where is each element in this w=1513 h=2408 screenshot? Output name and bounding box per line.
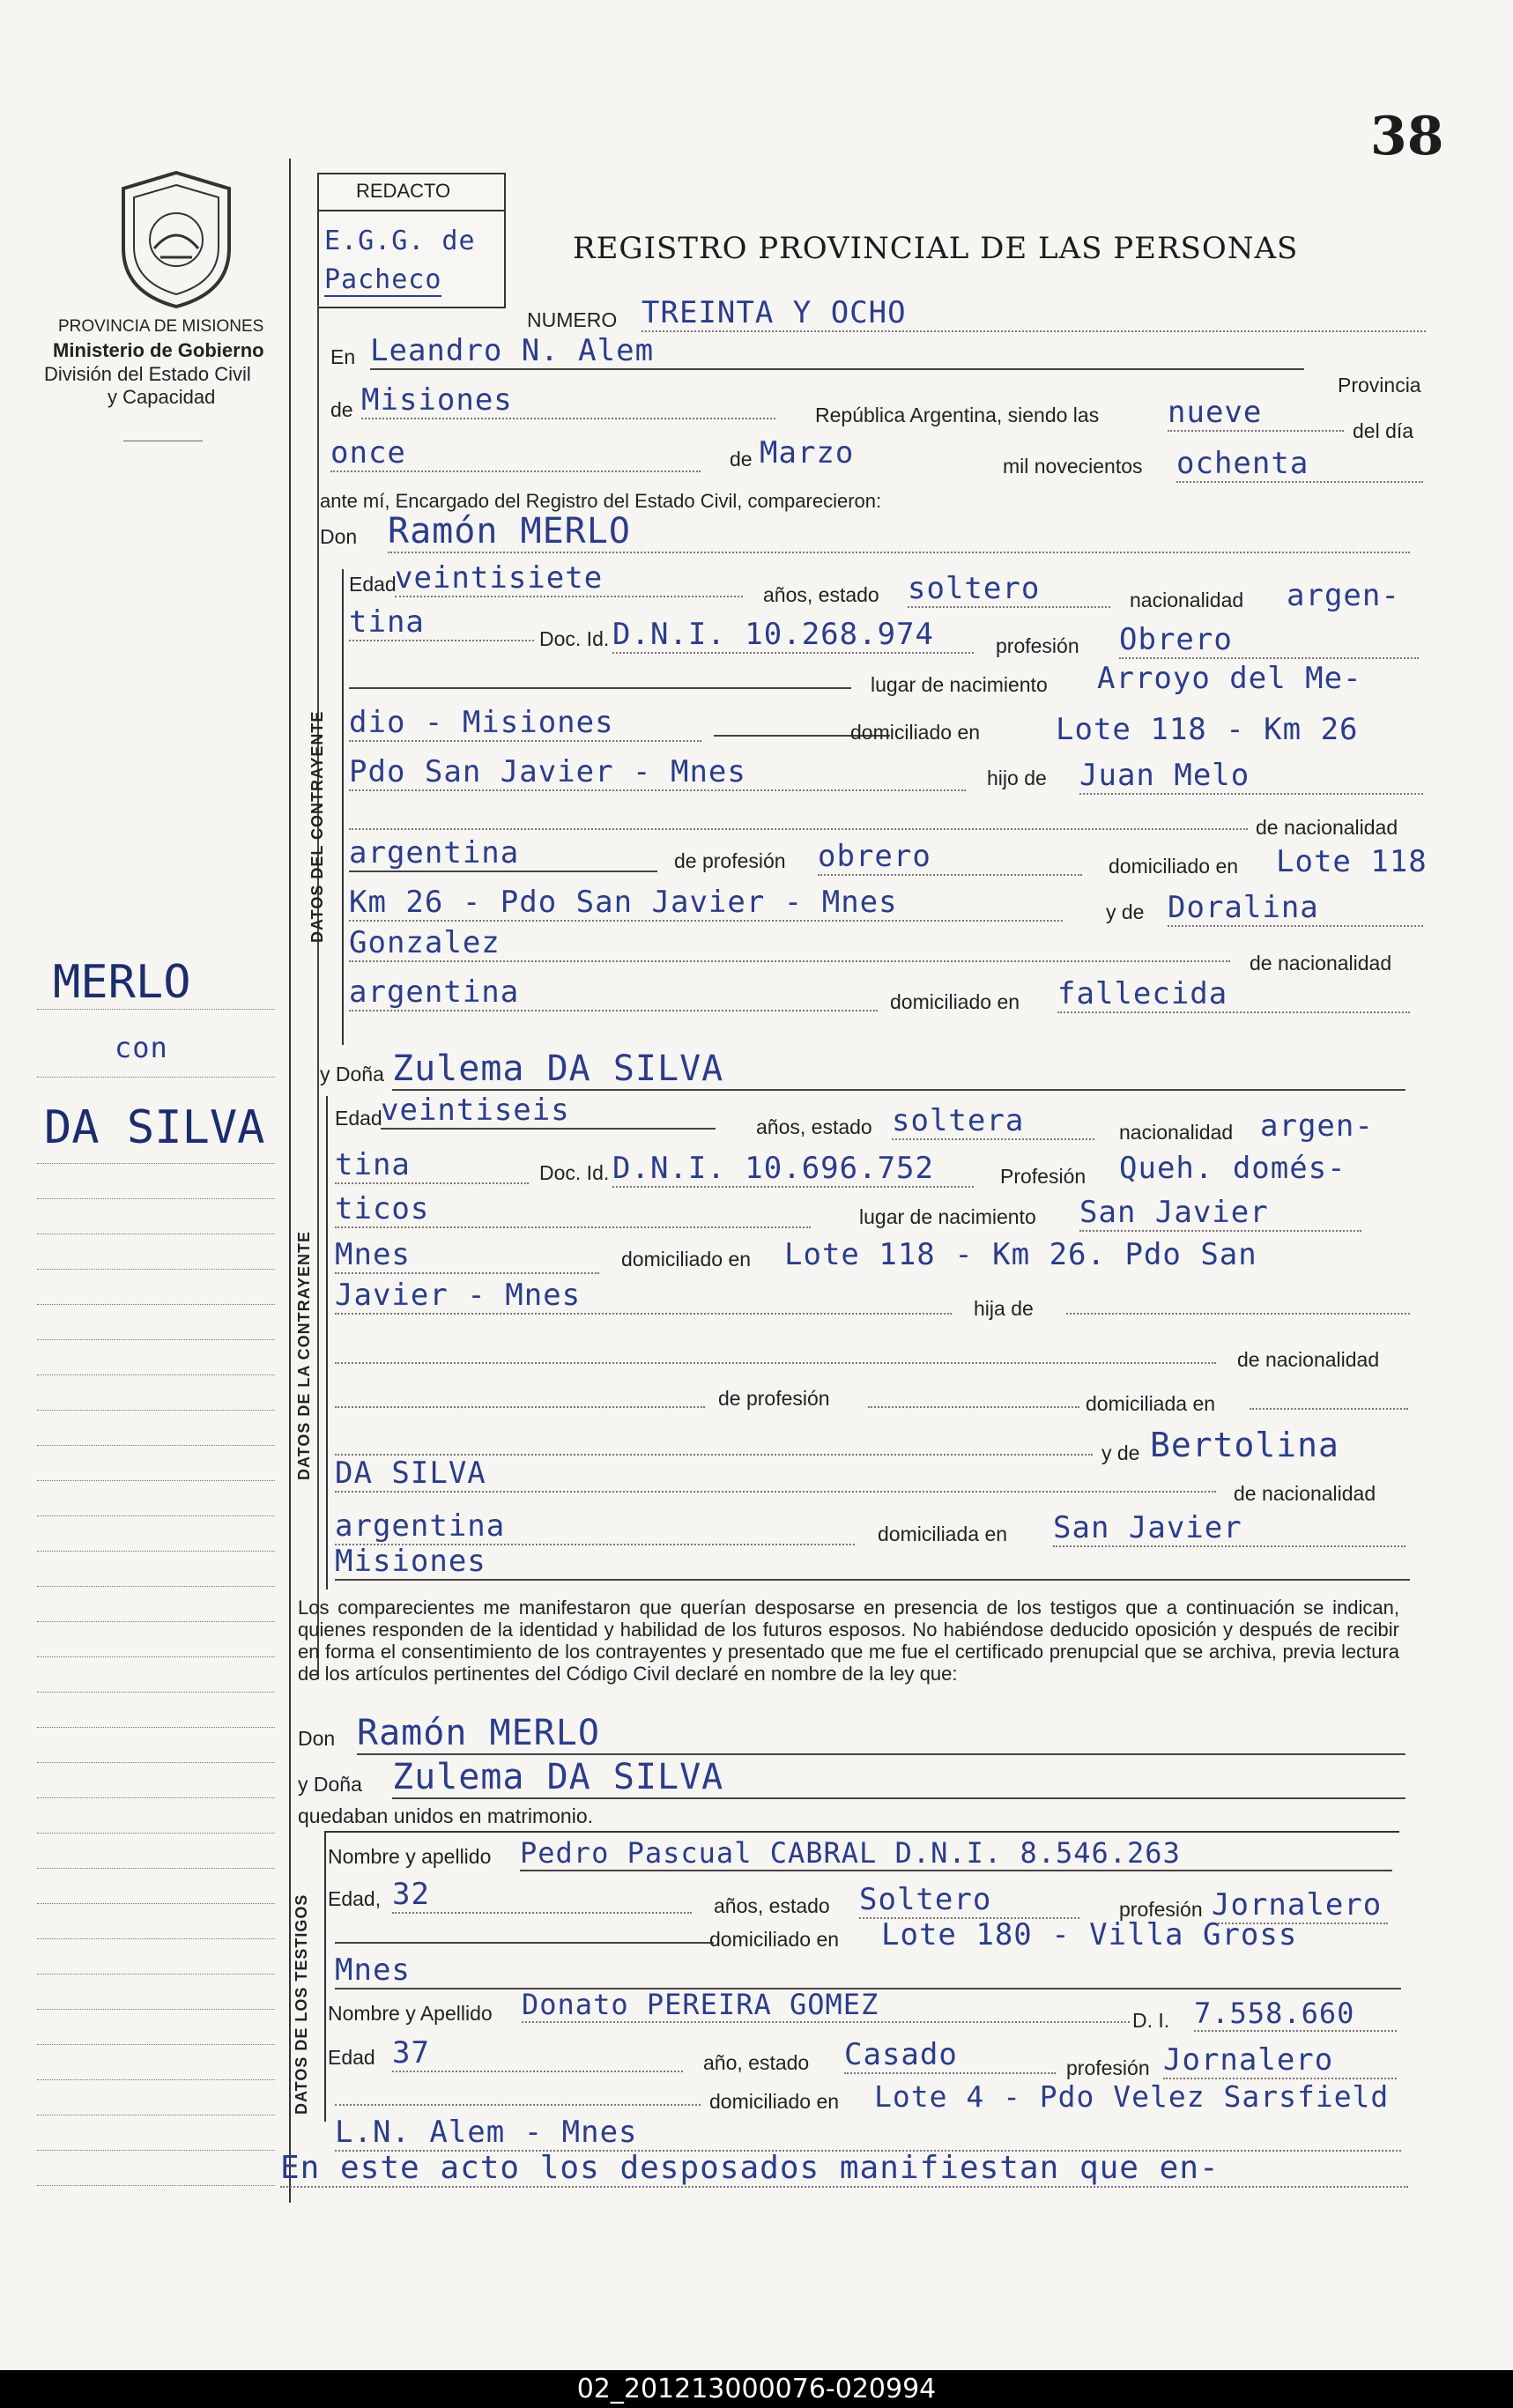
- document-title: REGISTRO PROVINCIAL DE LAS PERSONAS: [573, 231, 1299, 266]
- de-mes-label: de: [730, 448, 753, 470]
- nacionalidad-value-a: argen-: [1287, 578, 1400, 613]
- footer-code: 02_201213000076-020994: [576, 2374, 937, 2404]
- final-don-label: Don: [298, 1727, 336, 1750]
- t2-edad-value: 37: [392, 2035, 683, 2072]
- contrayente-border: [342, 569, 344, 1045]
- doc-label-2: Doc. Id.: [539, 1161, 610, 1184]
- madre-value-2b: DA SILVA: [335, 1456, 1216, 1493]
- doc-label: Doc. Id.: [539, 627, 610, 650]
- madre-dom-value-2b: Misiones: [335, 1544, 1410, 1581]
- ante-label: ante mí, Encargado del Registro del Estado Civil, comparecieron:: [320, 490, 882, 512]
- t1-nombre-label: Nombre y apellido: [328, 1845, 492, 1868]
- dona-label: y Doña: [320, 1063, 384, 1085]
- footer-bar: [0, 2370, 1513, 2408]
- numero-value: TREINTA Y OCHO: [642, 295, 1426, 332]
- de-label: de: [330, 398, 353, 421]
- final-dona-value: Zulema DA SILVA: [392, 1757, 1405, 1799]
- don-label: Don: [320, 525, 358, 548]
- redacto-line2: Pacheco: [324, 264, 442, 295]
- t1-prof-label: profesión: [1119, 1898, 1203, 1921]
- republica-label: República Argentina, siendo las: [815, 404, 1100, 426]
- padre-nac-label: de nacionalidad: [1256, 816, 1398, 839]
- closing-line: En este acto los desposados manifiestan que en-: [280, 2150, 1408, 2188]
- padre-prof-label-2: de profesión: [718, 1387, 830, 1410]
- dia-value: once: [330, 435, 701, 472]
- contrayenta-border: [326, 1096, 328, 1589]
- madre-dom-value-2a: San Javier: [1053, 1510, 1405, 1547]
- y-de-label: y de: [1106, 900, 1145, 923]
- testigos-section-label: DATOS DE LOS TESTIGOS: [293, 1893, 310, 2115]
- en-value: Leandro N. Alem: [370, 333, 1304, 370]
- lugar-label: lugar de nacimiento: [871, 673, 1048, 696]
- final-dona-label: y Doña: [298, 1773, 362, 1796]
- lugar-value-b: dio - Misiones: [349, 705, 701, 742]
- madre-nac-value: argentina: [349, 974, 878, 1011]
- margin-surname-bride: DA SILVA: [44, 1101, 265, 1154]
- profesion-value-2a: Queh. domés-: [1119, 1151, 1346, 1186]
- t2-dom-value-b: L.N. Alem - Mnes: [335, 2115, 1401, 2152]
- profesion-value: Obrero: [1119, 622, 1419, 659]
- hijo-label: hijo de: [987, 767, 1047, 789]
- lugar-label-2: lugar de nacimiento: [859, 1205, 1036, 1228]
- header-province: PROVINCIA DE MISIONES: [58, 317, 264, 336]
- padre-dom-label: domiciliado en: [1109, 855, 1239, 878]
- domicilio-label-2: domiciliado en: [621, 1248, 752, 1271]
- edad-label: Edad: [349, 573, 397, 596]
- en-label: En: [330, 345, 356, 368]
- edad-value: veintisiete: [395, 560, 743, 597]
- lugar-value-a: Arroyo del Me-: [1097, 661, 1362, 696]
- doc-value-2: D.N.I. 10.696.752: [612, 1151, 974, 1188]
- t2-dom-label: domiciliado en: [709, 2090, 840, 2113]
- nacionalidad-label: nacionalidad: [1130, 589, 1244, 611]
- t2-anos-label: año, estado: [703, 2051, 810, 2074]
- t2-nombre-label: Nombre y Apellido: [328, 2002, 493, 2025]
- estado-value: soltero: [908, 571, 1110, 608]
- padre-value: Juan Melo: [1079, 758, 1423, 795]
- t2-nombre-value: Donato PEREIRA GOMEZ: [522, 1988, 1130, 2023]
- padre-nac-value: argentina: [349, 835, 657, 872]
- t1-dom-value-b: Mnes: [335, 1952, 1401, 1989]
- form-left-border: [317, 305, 319, 1679]
- madre-value-a: Doralina: [1168, 890, 1423, 927]
- padre-dom-value-a: Lote 118: [1276, 844, 1428, 879]
- mil-label: mil novecientos: [1003, 455, 1143, 478]
- t1-dom-value-a: Lote 180 - Villa Gross: [881, 1917, 1298, 1952]
- y-de-label-2: y de: [1101, 1441, 1140, 1464]
- anos-label-2: años, estado: [756, 1115, 872, 1138]
- t1-estado-value: Soltero: [859, 1882, 1079, 1919]
- edad-label-2: Edad: [335, 1107, 382, 1130]
- header-capacidad: y Capacidad: [108, 386, 216, 408]
- t2-estado-value: Casado: [844, 2037, 1056, 2074]
- provincia-label: Provincia: [1338, 374, 1421, 396]
- declaration-paragraph: Los comparecientes me manifestaron que querían desposarse en presencia de los testigos que a continuación se indican, quienes responden de la identidad y habilidad de los futuros esposos. No habiéndose deducido oposición y después de recibir en forma el consentimiento de los contrayentes y presentado que me fue el certificado prenupcial que se archiva, previa lectura de los artículos pertinentes del Código Civil declaré en nombre de la ley que:: [298, 1597, 1399, 1685]
- header-division: División del Estado Civil: [44, 363, 251, 385]
- contrayente-section-label: DATOS DEL CONTRAYENTE: [308, 710, 326, 943]
- padre-nac-label-2: de nacionalidad: [1237, 1348, 1380, 1371]
- madre-nac-value-2: argentina: [335, 1508, 855, 1545]
- domicilio-value-b: Pdo San Javier - Mnes: [349, 754, 966, 791]
- madre-value-2a: Bertolina: [1150, 1426, 1339, 1464]
- t1-dom-label: domiciliado en: [709, 1928, 840, 1951]
- profesion-label: profesión: [996, 634, 1079, 657]
- anio-value: ochenta: [1176, 446, 1423, 483]
- nacionalidad-value-2a: argen-: [1260, 1108, 1374, 1144]
- redacto-line1: E.G.G. de: [324, 226, 476, 256]
- redacto-label: REDACTO: [356, 180, 451, 202]
- lugar-value-2a: San Javier: [1079, 1195, 1361, 1232]
- domicilio-value-a: Lote 118 - Km 26: [1056, 712, 1359, 747]
- t1-anos-label: años, estado: [714, 1894, 830, 1917]
- left-column-divider: [289, 159, 291, 2203]
- t1-prof-value: Jornalero: [1212, 1887, 1388, 1924]
- madre-dom-label-2: domiciliada en: [878, 1523, 1008, 1545]
- madre-value-b: Gonzalez: [349, 925, 1230, 962]
- t2-edad-label: Edad: [328, 2046, 375, 2069]
- domicilio-label: domiciliado en: [850, 721, 981, 744]
- domicilio-value-2a: Lote 118 - Km 26. Pdo San: [784, 1237, 1257, 1272]
- t2-dom-value-a: Lote 4 - Pdo Velez Sarsfield: [874, 2079, 1390, 2114]
- madre-dom-label: domiciliado en: [890, 990, 1020, 1013]
- testigos-border: [324, 1831, 326, 2122]
- hora-value: nueve: [1168, 395, 1344, 432]
- dona-value: Zulema DA SILVA: [392, 1048, 1405, 1091]
- estado-value-2: soltera: [892, 1103, 1094, 1140]
- contrayenta-section-label: DATOS DE LA CONTRAYENTE: [295, 1230, 313, 1480]
- domicilio-value-2b: Javier - Mnes: [335, 1278, 952, 1315]
- t2-doc-label: D. I.: [1132, 2009, 1170, 2032]
- numero-label: NUMERO: [527, 308, 618, 331]
- padre-dom-value-b: Km 26 - Pdo San Javier - Mnes: [349, 885, 1063, 922]
- don-value: Ramón MERLO: [388, 511, 1410, 553]
- madre-dom-value: fallecida: [1057, 976, 1410, 1013]
- redacto-box: [317, 173, 506, 308]
- t1-edad-value: 32: [392, 1877, 692, 1914]
- del-dia-label: del día: [1353, 419, 1414, 442]
- t1-edad-label: Edad,: [328, 1887, 382, 1910]
- doc-value: D.N.I. 10.268.974: [612, 617, 974, 654]
- nacionalidad-value-b: tina: [349, 604, 534, 641]
- provincial-seal: [115, 169, 238, 310]
- t2-doc-value: 7.558.660: [1194, 1997, 1397, 2032]
- padre-dom-label-2: domiciliada en: [1086, 1392, 1216, 1415]
- unidos-label: quedaban unidos en matrimonio.: [298, 1804, 594, 1827]
- header-ministry: Ministerio de Gobierno: [53, 339, 264, 361]
- padre-prof-value: obrero: [818, 839, 1082, 876]
- hija-label: hija de: [974, 1297, 1034, 1320]
- final-don-value: Ramón MERLO: [357, 1713, 1405, 1755]
- margin-con: con: [115, 1031, 168, 1064]
- lugar-value-2b: Mnes: [335, 1237, 599, 1274]
- t1-nombre-value: Pedro Pascual CABRAL D.N.I. 8.546.263: [520, 1836, 1392, 1871]
- profesion-label-2: Profesión: [1000, 1165, 1087, 1188]
- t2-prof-label: profesión: [1066, 2056, 1150, 2079]
- padre-prof-label: de profesión: [674, 849, 786, 872]
- de-value: Misiones: [361, 382, 775, 419]
- t2-prof-value: Jornalero: [1163, 2042, 1397, 2079]
- edad-value-2: veintiseis: [381, 1093, 716, 1130]
- margin-surname-groom: MERLO: [53, 956, 191, 1009]
- anos-label: años, estado: [763, 583, 879, 606]
- madre-nac-label: de nacionalidad: [1250, 952, 1392, 974]
- madre-nac-label-2: de nacionalidad: [1234, 1482, 1376, 1505]
- nacionalidad-value-2b: tina: [335, 1147, 529, 1184]
- nacionalidad-label-2: nacionalidad: [1119, 1121, 1234, 1144]
- mes-value: Marzo: [760, 435, 855, 470]
- page-number: 38: [1370, 106, 1444, 167]
- profesion-value-2b: ticos: [335, 1191, 811, 1228]
